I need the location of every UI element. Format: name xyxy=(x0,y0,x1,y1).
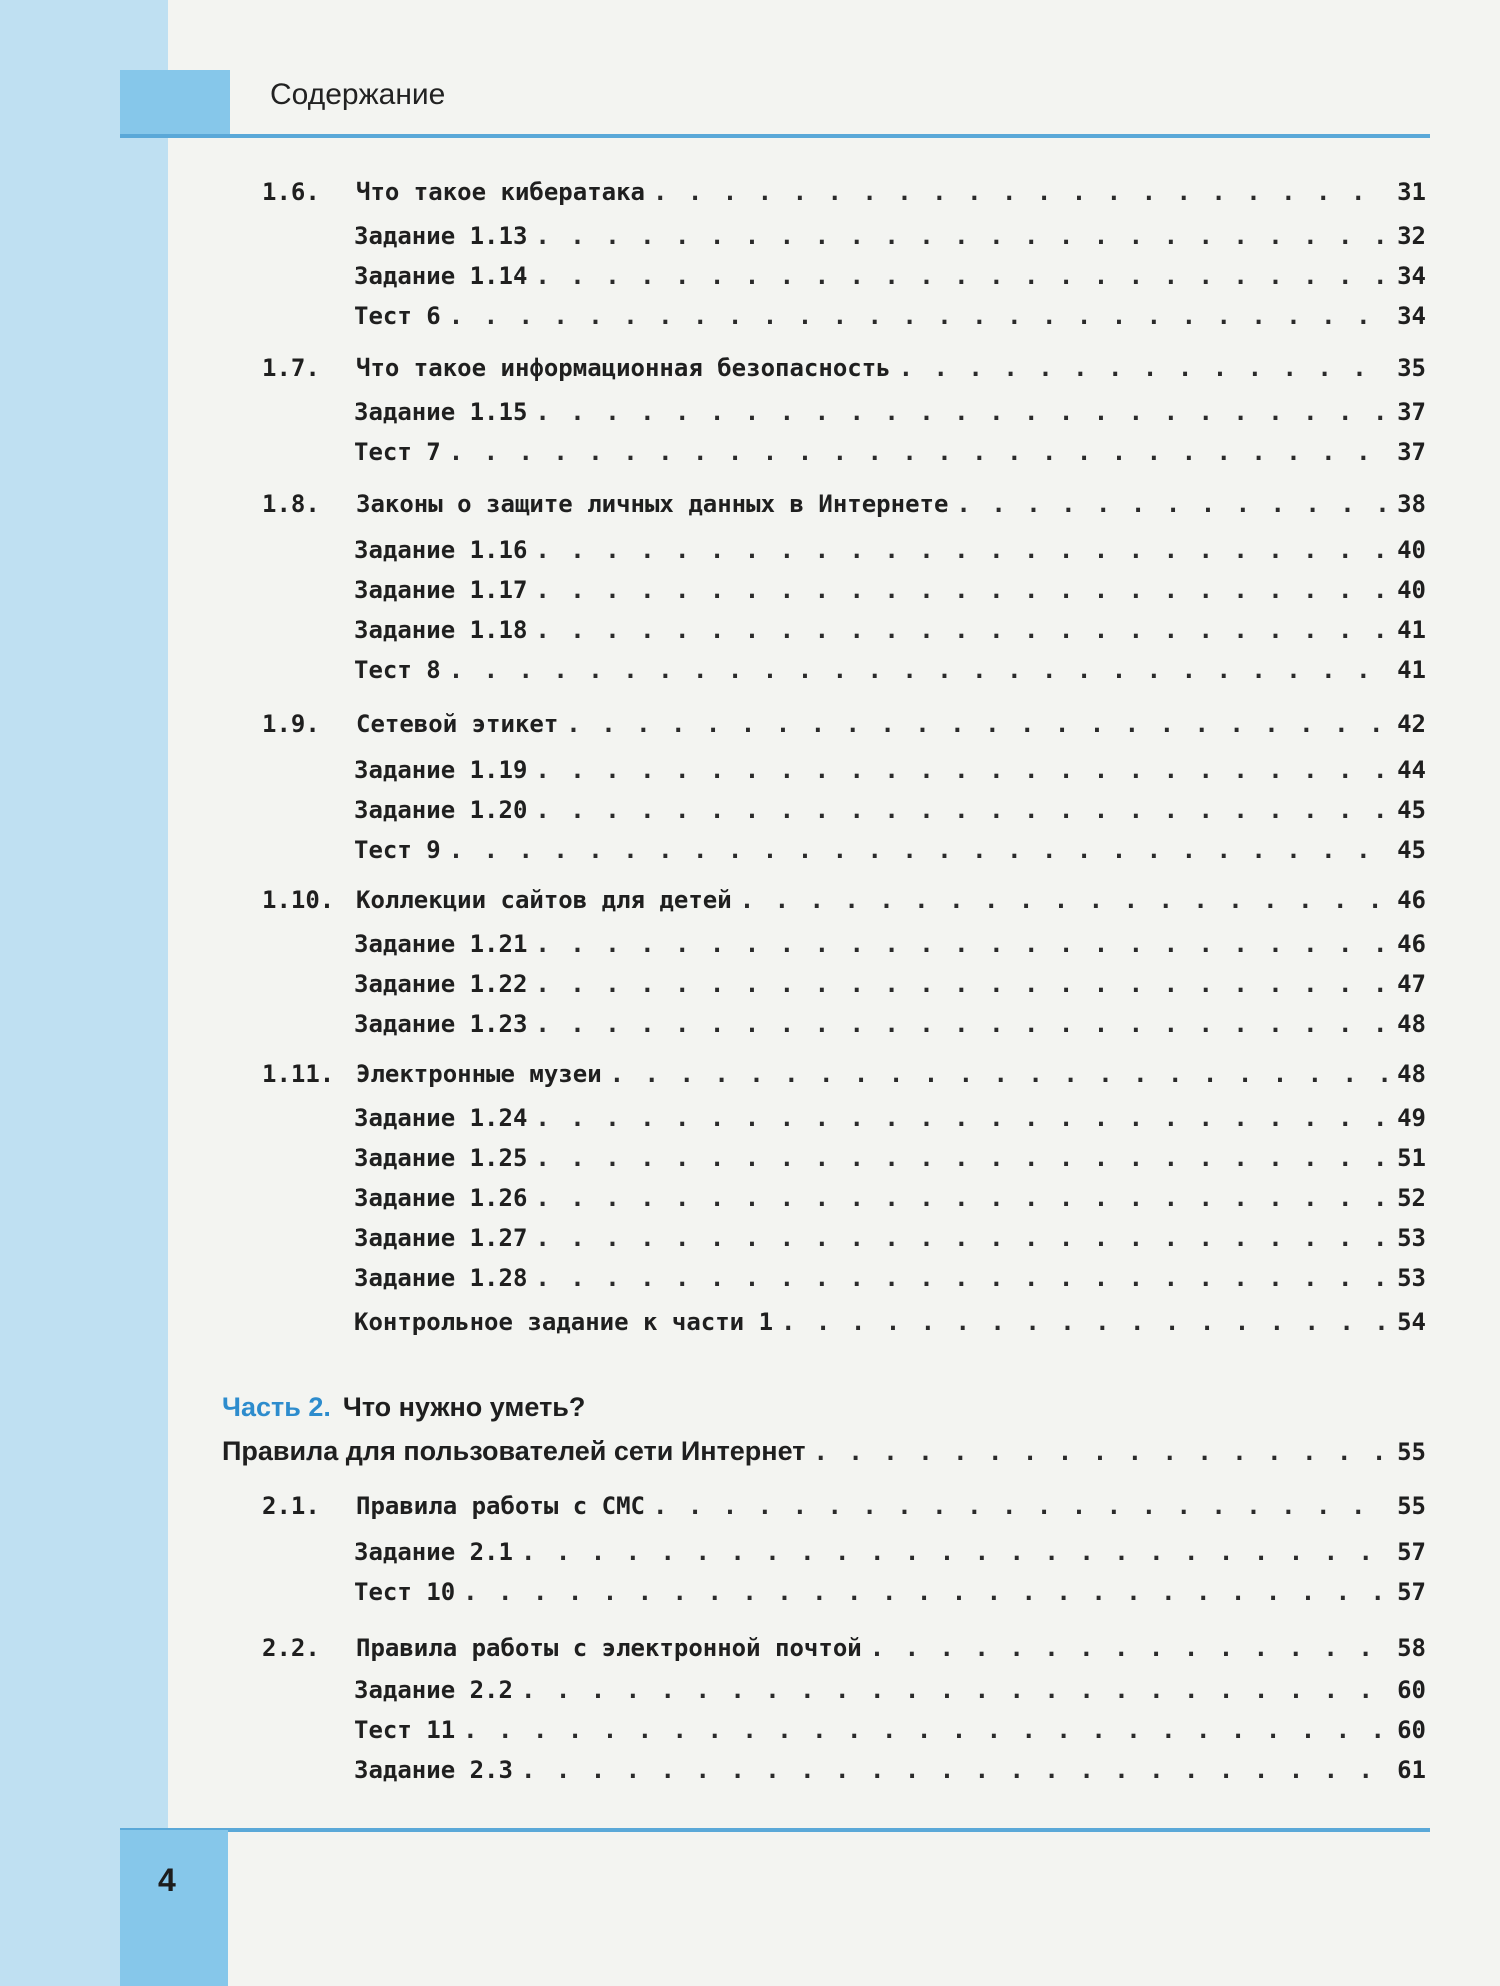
toc-entry[interactable] xyxy=(354,836,1426,864)
toc-entry-label: Задание 1.15 xyxy=(354,398,528,426)
toc-entry[interactable] xyxy=(354,756,1426,784)
toc-entry-page: 37 xyxy=(1397,438,1426,466)
toc-entry-page: 35 xyxy=(1397,354,1426,382)
toc-entry[interactable] xyxy=(354,536,1426,564)
toc-entry-label: Коллекции сайтов для детей xyxy=(356,886,732,914)
toc-entry-page: 31 xyxy=(1397,178,1426,206)
toc-entry[interactable] xyxy=(354,1010,1426,1038)
toc-entry[interactable] xyxy=(354,1224,1426,1252)
dot-leader xyxy=(653,1492,1389,1520)
part2-heading xyxy=(222,1392,585,1423)
toc-entry-label: Задание 1.24 xyxy=(354,1104,528,1132)
dot-leader xyxy=(653,178,1389,206)
toc-entry-page: 54 xyxy=(1397,1308,1426,1336)
toc-entry-page: 41 xyxy=(1397,656,1426,684)
toc-entry-label: Тест 8 xyxy=(354,656,441,684)
toc-entry-number: 1.6. xyxy=(262,178,320,206)
toc-entry-label: Задание 2.1 xyxy=(354,1538,513,1566)
toc-entry-label: Тест 7 xyxy=(354,438,441,466)
toc-entry-page: 55 xyxy=(1397,1492,1426,1520)
dot-leader xyxy=(566,710,1389,738)
toc-entry-page: 45 xyxy=(1397,796,1426,824)
part2-label: Часть 2. xyxy=(222,1392,331,1422)
toc-entry[interactable] xyxy=(354,1264,1426,1292)
toc-entry-page: 45 xyxy=(1397,836,1426,864)
toc-entry-number: 1.7. xyxy=(262,354,320,382)
toc-entry[interactable] xyxy=(262,490,1426,518)
toc-entry-page: 41 xyxy=(1397,616,1426,644)
dot-leader xyxy=(956,490,1389,518)
toc-entry-number: 1.8. xyxy=(262,490,320,518)
toc-entry[interactable] xyxy=(354,222,1426,250)
dot-leader xyxy=(449,836,1389,864)
toc-entry-page: 60 xyxy=(1397,1676,1426,1704)
dot-leader xyxy=(521,1538,1389,1566)
toc-entry[interactable] xyxy=(354,796,1426,824)
toc-entry[interactable] xyxy=(354,576,1426,604)
toc-entry-page: 44 xyxy=(1397,756,1426,784)
dot-leader xyxy=(535,1224,1389,1252)
toc-entry-label: Контрольное задание к части 1 xyxy=(354,1308,774,1336)
toc-entry-label: Задание 2.3 xyxy=(354,1756,513,1784)
toc-entry-page: 40 xyxy=(1397,536,1426,564)
toc-entry[interactable] xyxy=(262,354,1426,382)
dot-leader xyxy=(535,398,1389,426)
footer-rule xyxy=(120,1828,1430,1832)
toc-entry-label: Задание 1.16 xyxy=(354,536,528,564)
toc-entry-label: Тест 11 xyxy=(354,1716,456,1744)
toc-entry-page: 53 xyxy=(1397,1264,1426,1292)
toc-entry-page: 37 xyxy=(1397,398,1426,426)
toc-entry-number: 1.11. xyxy=(262,1060,335,1088)
toc-entry-label: Задание 1.27 xyxy=(354,1224,528,1252)
dot-leader xyxy=(610,1060,1389,1088)
toc-entry-label: Задание 1.18 xyxy=(354,616,528,644)
dot-leader xyxy=(535,1184,1389,1212)
toc-entry-page: 52 xyxy=(1397,1184,1426,1212)
dot-leader xyxy=(521,1756,1389,1784)
toc-entry-label: Задание 1.23 xyxy=(354,1010,528,1038)
toc-entry-label: Законы о защите личных данных в Интернете xyxy=(356,490,949,518)
toc-entry-label: Задание 1.13 xyxy=(354,222,528,250)
toc-entry-label: Что такое информационная безопасность xyxy=(356,354,891,382)
toc-entry-page: 38 xyxy=(1397,490,1426,518)
toc-entry[interactable] xyxy=(354,930,1426,958)
toc-entry[interactable] xyxy=(262,1492,1426,1520)
toc-entry[interactable] xyxy=(354,438,1426,466)
dot-leader xyxy=(535,222,1389,250)
toc-entry[interactable] xyxy=(354,970,1426,998)
dot-leader xyxy=(535,1104,1389,1132)
toc-entry-number: 2.1. xyxy=(262,1492,320,1520)
part2-title: Что нужно уметь? xyxy=(342,1392,586,1422)
toc-entry-label: Тест 6 xyxy=(354,302,441,330)
toc-entry-label: Задание 2.2 xyxy=(354,1676,513,1704)
toc-entry-number: 2.2. xyxy=(262,1634,320,1662)
dot-leader xyxy=(535,1264,1389,1292)
toc-entry[interactable] xyxy=(262,1060,1426,1088)
toc-entry[interactable] xyxy=(354,302,1426,330)
toc-entry-label: Задание 1.26 xyxy=(354,1184,528,1212)
toc-entry-label: Задание 1.14 xyxy=(354,262,528,290)
dot-leader xyxy=(781,1308,1389,1336)
toc-entry[interactable] xyxy=(354,1578,1426,1606)
dot-leader xyxy=(535,756,1389,784)
toc-entry[interactable] xyxy=(262,178,1426,206)
toc-entry-page: 34 xyxy=(1397,262,1426,290)
dot-leader xyxy=(535,536,1389,564)
toc-entry-page: 46 xyxy=(1397,930,1426,958)
dot-leader xyxy=(535,796,1389,824)
toc-entry[interactable] xyxy=(262,1634,1426,1662)
dot-leader xyxy=(535,576,1389,604)
toc-entry-label: Задание 1.21 xyxy=(354,930,528,958)
toc-entry-label: Задание 1.25 xyxy=(354,1144,528,1172)
dot-leader xyxy=(535,616,1389,644)
toc-entry-page: 49 xyxy=(1397,1104,1426,1132)
toc-entry-label: Сетевой этикет xyxy=(356,710,559,738)
footer-color-tab xyxy=(120,1830,228,1986)
toc-entry-page: 47 xyxy=(1397,970,1426,998)
toc-entry[interactable] xyxy=(354,616,1426,644)
part2-subtitle: Правила для пользователей сети Интернет xyxy=(222,1436,806,1466)
dot-leader xyxy=(535,970,1389,998)
dot-leader xyxy=(535,262,1389,290)
toc-entry-page: 34 xyxy=(1397,302,1426,330)
toc-entry[interactable] xyxy=(354,1538,1426,1566)
toc-entry-label: Электронные музеи xyxy=(356,1060,602,1088)
toc-entry-page: 51 xyxy=(1397,1144,1426,1172)
dot-leader xyxy=(899,354,1389,382)
page-number: 4 xyxy=(158,1862,176,1898)
dot-leader xyxy=(521,1676,1389,1704)
toc-entry[interactable] xyxy=(354,1184,1426,1212)
dot-leader xyxy=(463,1716,1389,1744)
toc-entry-page: 61 xyxy=(1397,1756,1426,1784)
toc-entry[interactable] xyxy=(354,1756,1426,1784)
toc-entry-label: Задание 1.28 xyxy=(354,1264,528,1292)
dot-leader xyxy=(535,1144,1389,1172)
dot-leader xyxy=(870,1634,1389,1662)
toc-entry-page: 42 xyxy=(1397,710,1426,738)
part2-page: 55 xyxy=(1397,1438,1426,1466)
page-title: Содержание xyxy=(270,78,446,111)
dot-leader xyxy=(535,930,1389,958)
toc-entry-number: 1.10. xyxy=(262,886,335,914)
dot-leader xyxy=(535,1010,1389,1038)
toc-entry[interactable] xyxy=(262,710,1426,738)
toc-entry-label: Что такое кибератака xyxy=(356,178,645,206)
toc-entry-label: Правила работы с СМС xyxy=(356,1492,645,1520)
toc-entry-page: 58 xyxy=(1397,1634,1426,1662)
toc-entry-page: 40 xyxy=(1397,576,1426,604)
toc-entry-label: Правила работы с электронной почтой xyxy=(356,1634,862,1662)
toc-entry-label: Тест 9 xyxy=(354,836,441,864)
dot-leader xyxy=(814,1438,1390,1466)
toc-entry-label: Тест 10 xyxy=(354,1578,456,1606)
toc-entry-label: Задание 1.19 xyxy=(354,756,528,784)
toc-entry[interactable] xyxy=(354,1676,1426,1704)
toc-entry-page: 32 xyxy=(1397,222,1426,250)
dot-leader xyxy=(463,1578,1389,1606)
dot-leader xyxy=(449,438,1389,466)
dot-leader xyxy=(449,302,1389,330)
toc-entry[interactable] xyxy=(354,1144,1426,1172)
toc-entry[interactable] xyxy=(354,1104,1426,1132)
dot-leader xyxy=(449,656,1389,684)
toc-entry-number: 1.9. xyxy=(262,710,320,738)
toc-entry[interactable] xyxy=(354,1716,1426,1744)
toc-entry-label: Задание 1.17 xyxy=(354,576,528,604)
toc-entry[interactable] xyxy=(262,886,1426,914)
toc-entry-page: 57 xyxy=(1397,1578,1426,1606)
toc-entry[interactable] xyxy=(354,1308,1426,1336)
toc-entry-page: 48 xyxy=(1397,1010,1426,1038)
toc-entry-label: Задание 1.22 xyxy=(354,970,528,998)
toc-entry-page: 46 xyxy=(1397,886,1426,914)
toc-entry[interactable] xyxy=(354,656,1426,684)
toc-entry-page: 57 xyxy=(1397,1538,1426,1566)
toc-entry-page: 53 xyxy=(1397,1224,1426,1252)
toc-entry-label: Задание 1.20 xyxy=(354,796,528,824)
toc-entry[interactable] xyxy=(354,262,1426,290)
toc-entry-page: 48 xyxy=(1397,1060,1426,1088)
part2-subtitle-row[interactable] xyxy=(222,1436,1426,1467)
dot-leader xyxy=(740,886,1389,914)
toc-entry-page: 60 xyxy=(1397,1716,1426,1744)
toc-entry[interactable] xyxy=(354,398,1426,426)
